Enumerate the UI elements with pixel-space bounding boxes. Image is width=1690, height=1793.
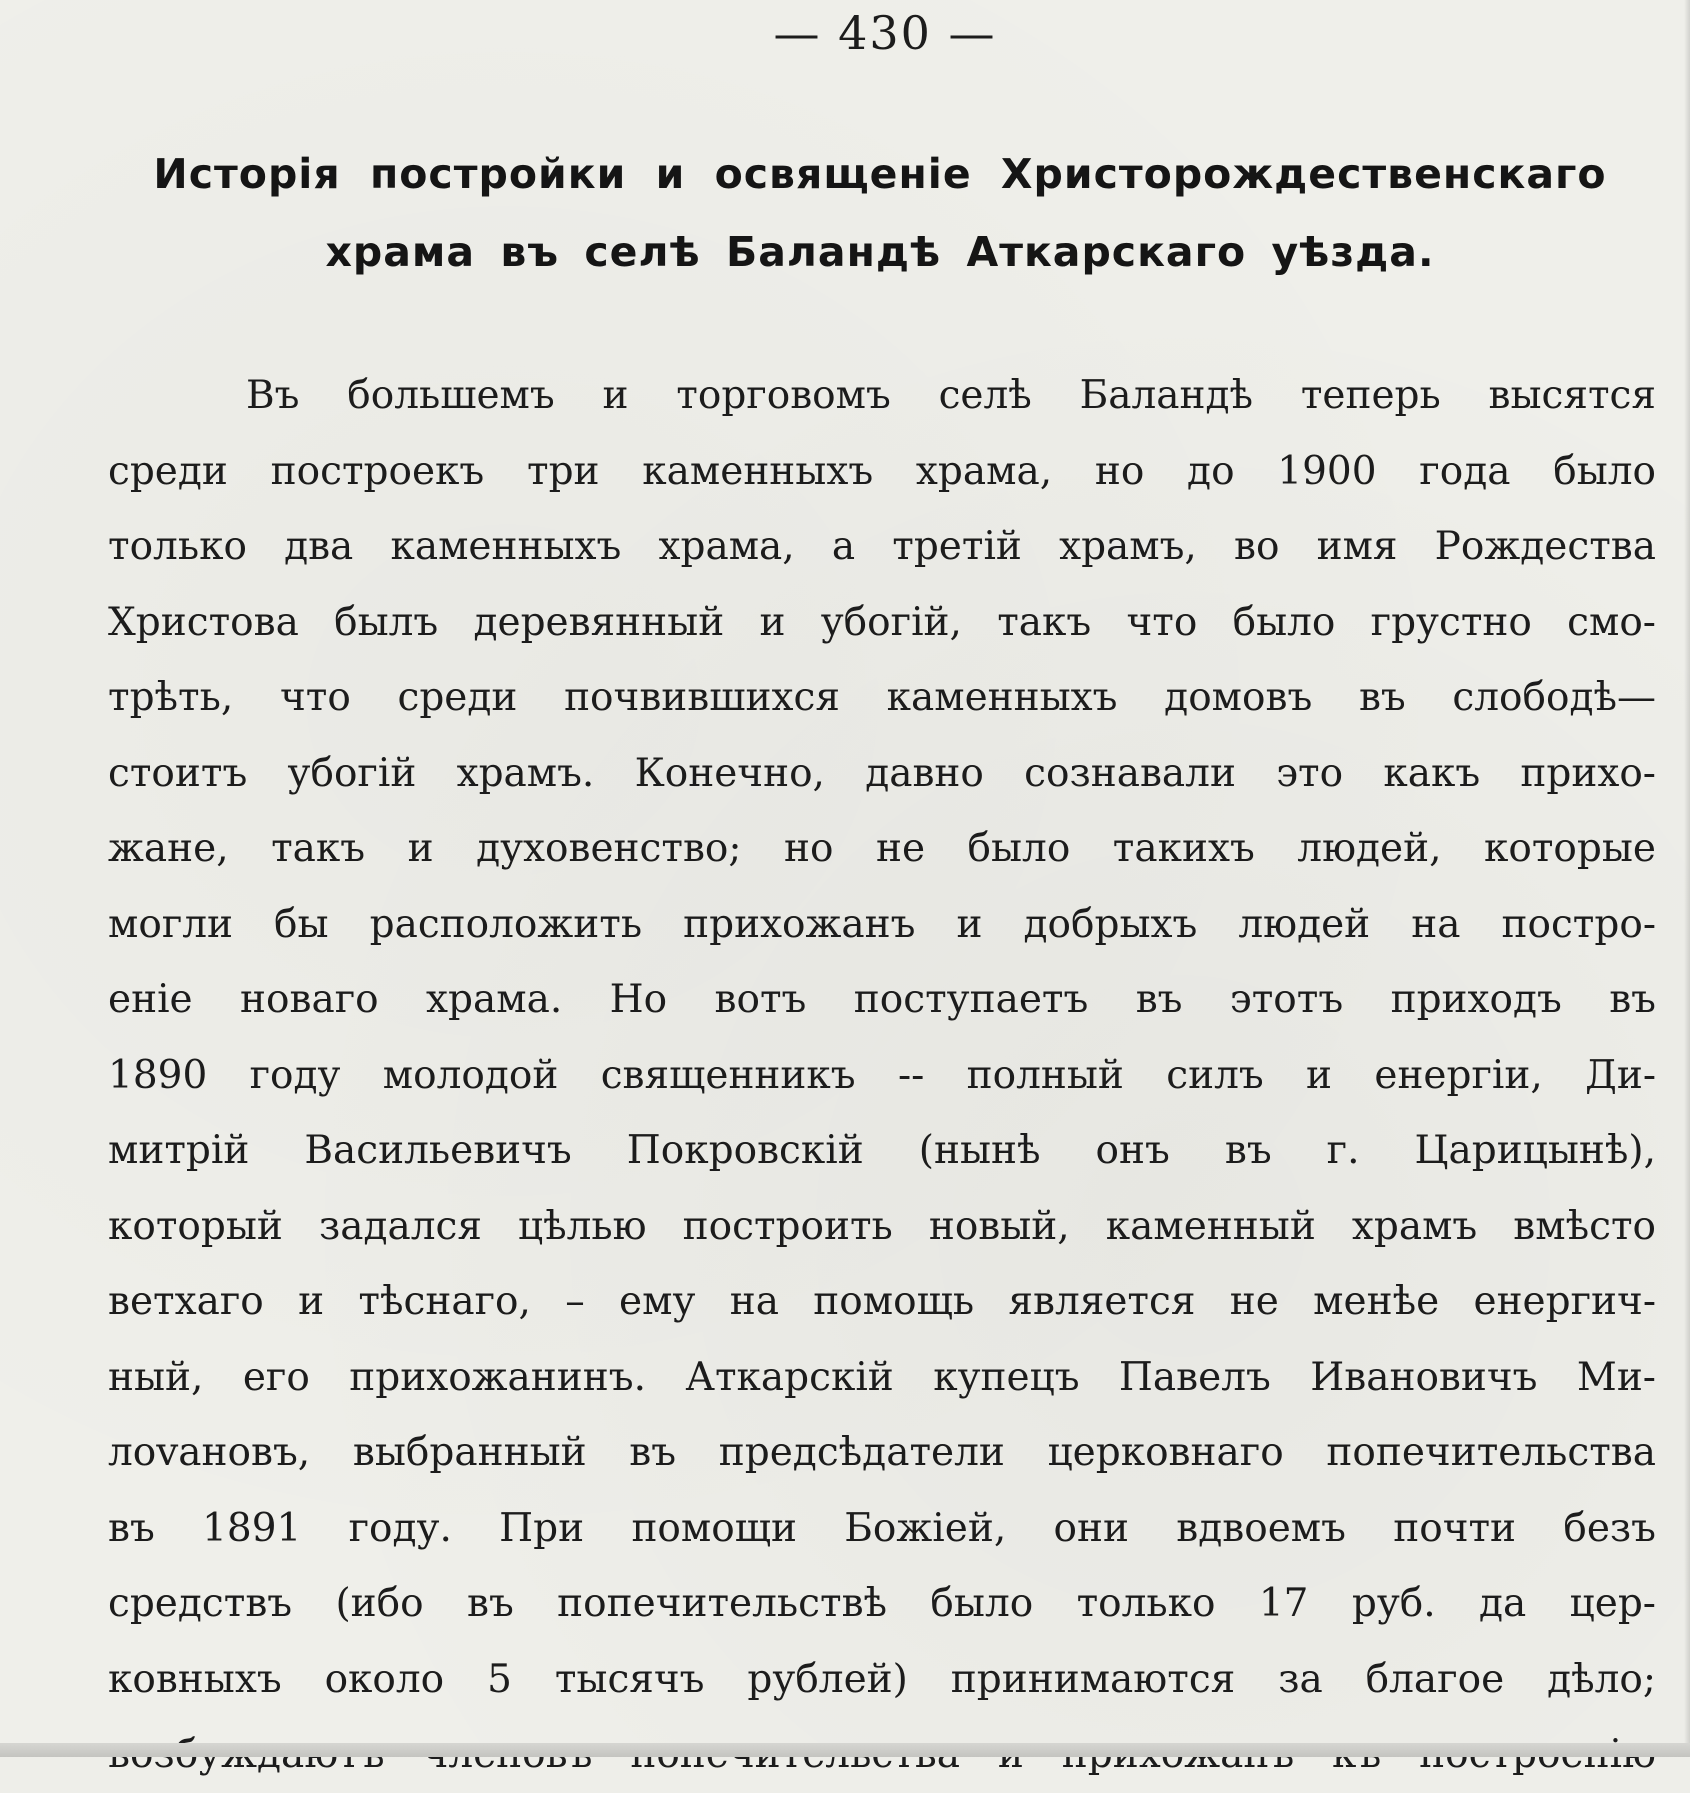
- body-line: жане, такъ и духовенство; но не было такихъ людей, которые: [108, 826, 1656, 871]
- body-line: митрій Васильевичъ Покровскій (нынѣ онъ въ г. Царицынѣ),: [108, 1128, 1656, 1173]
- heading-line-1: Исторія постройки и освященіе Христорождественскаго: [153, 150, 1607, 198]
- scan-edge-shadow: [1684, 0, 1690, 1757]
- page-number: — 430 —: [773, 6, 997, 60]
- body-line: только два каменныхъ храма, а третій храмъ, во имя Рождества: [108, 524, 1656, 569]
- body-line: ковныхъ около 5 тысячъ рублей) принимаются за благое дѣло;: [108, 1656, 1656, 1702]
- body-line: средствъ (ибо въ попечительствѣ было только 17 руб. да цер-: [108, 1581, 1656, 1626]
- body-line: среди построекъ три каменныхъ храма, но до 1900 года было: [108, 448, 1656, 494]
- body-line: могли бы расположить прихожанъ и добрыхъ людей на постро-: [108, 901, 1656, 947]
- body-line: ный, его прихожанинъ. Аткарскій купецъ Павелъ Ивановичъ Ми-: [108, 1354, 1656, 1400]
- scan-bottom-edge: [0, 1743, 1690, 1757]
- body-line: стоитъ убогій храмъ. Конечно, давно сознавали это какъ прихо-: [108, 750, 1656, 796]
- body-line: трѣть, что среди почвившихся каменныхъ домовъ въ слободѣ—: [108, 675, 1656, 720]
- body-line: въ 1891 году. При помощи Божіей, они вдвоемъ почти безъ: [108, 1505, 1656, 1551]
- body-line: 1890 году молодой священникъ -- полный силъ и енергіи, Ди-: [108, 1052, 1656, 1098]
- body-line: Въ большемъ и торговомъ селѣ Баландѣ теперь высятся: [246, 373, 1656, 418]
- body-line: Христова былъ деревянный и убогій, такъ что было грустно смо-: [108, 599, 1656, 645]
- body-line: который задался цѣлью построить новый, каменный храмъ вмѣсто: [108, 1203, 1656, 1249]
- body-line: лovановъ, выбранный въ предсѣдатели церковнаго попечительства: [108, 1430, 1656, 1475]
- body-text: [108, 358, 1656, 1793]
- body-line: еніе новаго храма. Но вотъ поступаетъ въ этотъ приходъ въ: [108, 977, 1656, 1022]
- heading-line-2: храма въ селѣ Баландѣ Аткарскаго уѣзда.: [325, 228, 1435, 276]
- body-line: ветхаго и тѣснаго, – ему на помощь является не менѣе енергич-: [108, 1279, 1656, 1324]
